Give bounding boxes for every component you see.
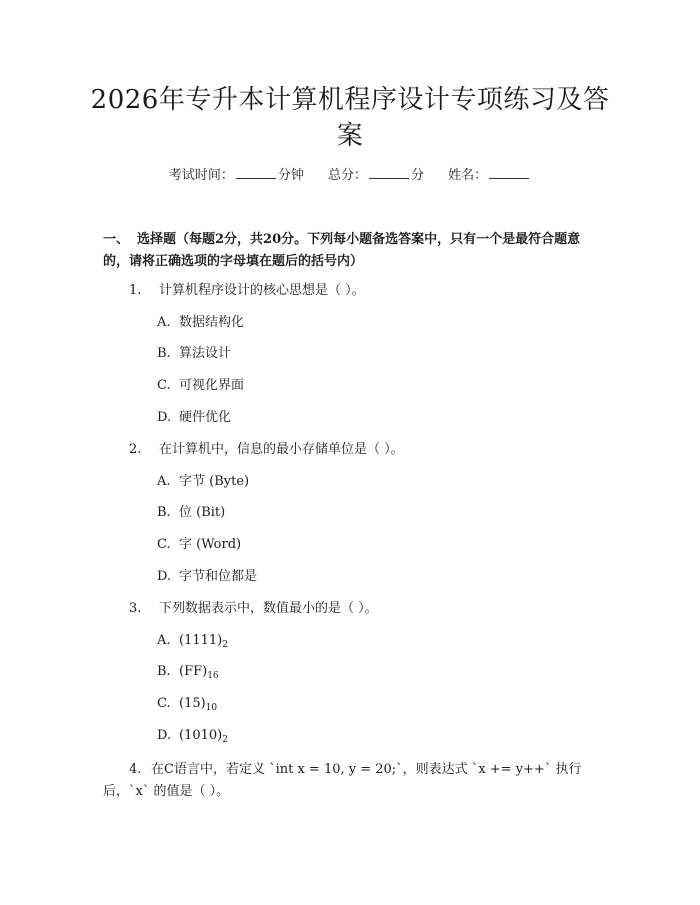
exam-time-unit: 分钟 (277, 168, 304, 183)
question-1-option-a (157, 313, 244, 333)
option-letter: D. (157, 410, 172, 425)
option-text: (1111) (179, 633, 223, 648)
question-number: 3. (129, 601, 142, 616)
option-text: (15) (179, 696, 206, 711)
section-title-text: 选择题（每题2分，共20分。下列每小题备选答案中，只有一个是最符合题意的，请将正确选项的字母填在题后的括号内） (103, 232, 581, 269)
total-score-unit: 分 (411, 168, 425, 183)
exam-time-label: 考试时间： (168, 168, 234, 183)
option-text: 字 (Word) (179, 537, 242, 552)
option-text: 字节和位都是 (179, 569, 258, 584)
question-2-option-c (157, 535, 241, 555)
question-3 (129, 598, 599, 620)
option-subscript: 16 (207, 671, 219, 681)
question-2-option-a (157, 472, 249, 492)
option-text: 硬件优化 (179, 410, 232, 425)
option-letter: A. (157, 474, 171, 489)
question-3-option-c (157, 694, 217, 718)
question-2 (129, 439, 599, 461)
option-letter: B. (157, 346, 171, 361)
option-text: 位 (Bit) (179, 505, 226, 520)
question-3-option-d (157, 726, 228, 750)
question-number: 2. (129, 442, 142, 457)
question-text: 在C语言中，若定义 `int x = 10, y = 20;`，则表达式 `x += y++` 执行后，`x` 的值是（ ）。 (103, 762, 582, 799)
question-text: 下列数据表示中，数值最小的是（ ）。 (159, 601, 378, 616)
option-text: 算法设计 (179, 346, 232, 361)
option-text: 字节 (Byte) (179, 474, 250, 489)
option-letter: C. (157, 696, 171, 711)
question-text: 计算机程序设计的核心思想是（ ）。 (159, 283, 365, 298)
option-letter: B. (157, 505, 171, 520)
exam-time-field (169, 166, 304, 186)
option-letter: D. (157, 728, 172, 743)
question-4 (103, 759, 603, 803)
question-2-option-b (157, 503, 225, 523)
total-score-blank (369, 166, 409, 179)
exam-time-blank (236, 166, 276, 179)
option-letter: A. (157, 633, 171, 648)
question-1-option-d (157, 408, 231, 428)
option-letter: D. (157, 569, 172, 584)
doc-title: 2026年专升本计算机程序设计专项练习及答案 (90, 85, 610, 151)
question-2-option-d (157, 567, 257, 587)
option-text: (FF) (179, 664, 208, 679)
option-letter: C. (157, 537, 171, 552)
total-score-label: 总分： (327, 168, 367, 183)
option-text: 可视化界面 (179, 378, 245, 393)
section-number: 一、 (103, 232, 130, 247)
option-letter: B. (157, 664, 171, 679)
exam-meta (0, 166, 700, 186)
option-subscript: 10 (205, 703, 218, 713)
question-number: 4. (129, 762, 142, 777)
question-1-option-c (157, 376, 244, 396)
question-3-option-b (157, 662, 219, 686)
option-letter: A. (157, 315, 171, 330)
option-text: 数据结构化 (179, 315, 245, 330)
question-3-option-a (157, 631, 228, 655)
option-subscript: 2 (222, 735, 228, 745)
section-heading (103, 229, 603, 273)
name-field (448, 166, 531, 186)
option-subscript: 2 (222, 640, 228, 650)
option-text: (1010) (179, 728, 223, 743)
name-blank (489, 166, 529, 179)
name-label: 姓名： (448, 168, 488, 183)
total-score-field (328, 166, 424, 186)
question-number: 1. (129, 283, 142, 298)
question-text: 在计算机中，信息的最小存储单位是（ ）。 (159, 442, 404, 457)
option-letter: C. (157, 378, 171, 393)
question-1 (129, 280, 599, 302)
question-1-option-b (157, 344, 231, 364)
